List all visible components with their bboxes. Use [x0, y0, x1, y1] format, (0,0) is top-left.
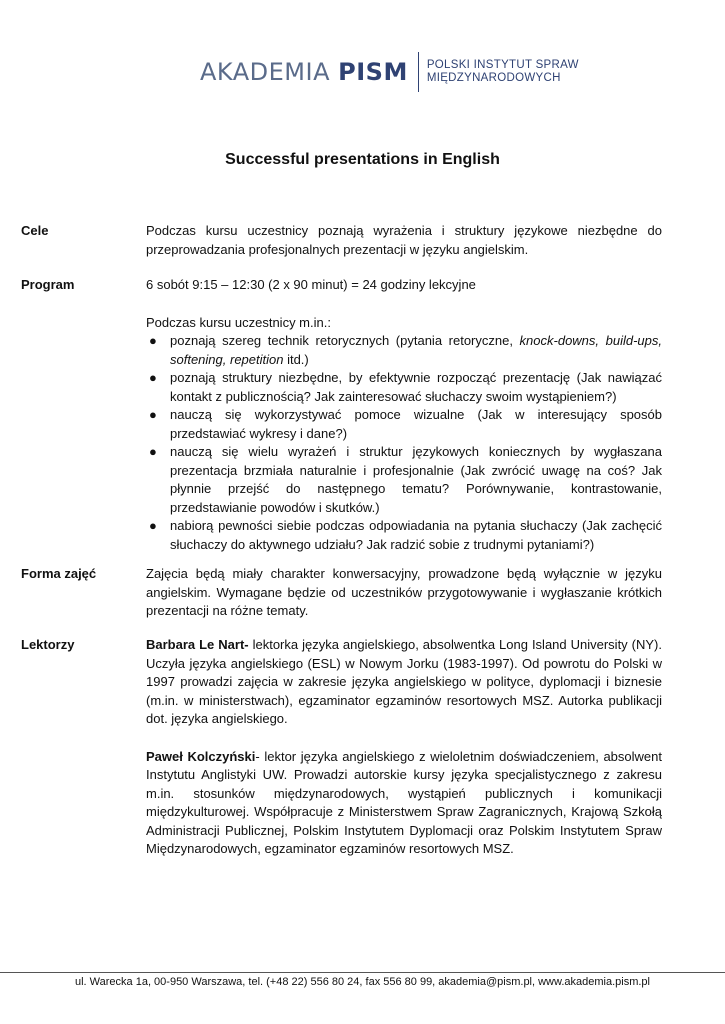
- list-item: ● poznają szereg technik retorycznych (pytania retoryczne, knock-downs, build-ups, softening, repetition itd.): [149, 333, 662, 367]
- program-schedule: 6 sobót 9:15 – 12:30 (2 x 90 minut) = 24 godziny lekcyjne: [146, 277, 476, 292]
- bullet-icon: ●: [149, 444, 157, 459]
- forma-text: Zajęcia będą miały charakter konwersacyjny, prowadzone będą wyłącznie w języku angielskim. Wymagane będzie od uczestników przygotowywanie i wygłaszanie krótkich prezentacji na różne tematy.: [146, 566, 662, 618]
- lektor-bio: - lektor języka angielskiego z wieloletnim doświadczeniem, absolwent Instytutu Anglistyki UW. Prowadzi autorskie kursy języka specjalistycznego z zakresu m.in. stosunków międzynarodowych, wystąpień publicznych i komunikacji międzykulturowej. Współpracuje z Ministerstwem Spraw Zagranicznych, Krajową Szkołą Administracji Publicznej, Polskim Instytutem Dyplomacji oraz Polskim Instytutem Spraw Międzynarodowych, egzaminator egzaminów resortowych MSZ.: [146, 748, 662, 856]
- section-label-forma: Forma zajęć: [21, 566, 97, 581]
- logo-akademia: AKADEMIA: [200, 58, 330, 86]
- list-item: ● nauczą się wykorzystywać pomoce wizualne (Jak w interesujący sposób przedstawiać wykresy i dane?): [149, 407, 662, 441]
- document-title: Successful presentations in English: [225, 151, 500, 168]
- lektor-barbara: [146, 636, 662, 729]
- bullet-icon: ●: [149, 407, 157, 422]
- bullet-icon: ●: [149, 370, 157, 385]
- lektor-name: Barbara Le Nart-: [146, 637, 249, 652]
- section-content-lektorzy: [146, 636, 662, 859]
- section-content-cele: [146, 222, 662, 259]
- akademia-pism-logo: [200, 50, 579, 94]
- section-label-lektorzy: Lektorzy: [21, 637, 75, 652]
- lektor-name: Paweł Kolczyński: [146, 748, 256, 764]
- program-bullet-list: [146, 332, 662, 554]
- footer-divider: [0, 972, 725, 973]
- program-intro: Podczas kursu uczestnicy m.in.:: [146, 314, 331, 330]
- logo-divider: [418, 52, 419, 92]
- logo-pism: PISM: [338, 58, 408, 86]
- logo-wordmark: [200, 58, 408, 86]
- bullet-icon: ●: [149, 333, 157, 348]
- footer-contact: ul. Warecka 1a, 00-950 Warszawa, tel. (+48 22) 556 80 24, fax 556 80 99, akademia@pism.pl, www.akademia.pism.pl: [74, 976, 650, 988]
- section-content-forma: [146, 565, 662, 621]
- list-item: ● nauczą się wielu wyrażeń i struktur językowych koniecznych by wygłaszana prezentacja brzmiała naturalnie i profesjonalnie (Jak zwrócić uwagę na coś? Jak płynnie przejść do następnego tematu? Porównywanie, kontrastowanie, przedstawianie powodów i skutków.): [149, 444, 662, 515]
- list-item: ● poznają struktury niezbędne, by efektywnie rozpocząć prezentację (Jak nawiązać kontakt z publicznością? Jak zainteresować słuchaczy swoim wystąpieniem?): [149, 370, 662, 404]
- section-content-program: [146, 276, 662, 554]
- lektor-pawel: [146, 748, 662, 859]
- bullet-icon: ●: [149, 518, 157, 533]
- list-item: ● nabiorą pewności siebie podczas odpowiadania na pytania słuchaczy (Jak zachęcić słuchaczy do aktywnego udziału? Jak radzić sobie z trudnymi pytaniami?): [149, 518, 662, 552]
- logo-subtitle-line2: MIĘDZYNARODOWYCH: [426, 72, 561, 84]
- lektor-bio: lektorka języka angielskiego, absolwentka Long Island University (NY). Uczyła języka angielskiego (ESL) w Nowym Jorku (1983-1997). Od powrotu do Polski w 1997 prowadzi zajęcia w zakresie języka angielskiego w polityce, dyplomacji i biznesie (m.in. w ministerstwach), egzaminator egzaminów resortowych MSZ. Autorka publikacji dot. języka angielskiego.: [146, 637, 662, 726]
- section-label-program: Program: [21, 277, 75, 292]
- cele-text: Podczas kursu uczestnicy poznają wyrażenia i struktury językowe niezbędne do przeprowadzania profesjonalnych prezentacji w języku angielskim.: [146, 223, 662, 257]
- logo-subtitle: [427, 59, 579, 85]
- logo-subtitle-line1: POLSKI INSTYTUT SPRAW: [426, 59, 579, 71]
- section-label-cele: Cele: [21, 223, 49, 238]
